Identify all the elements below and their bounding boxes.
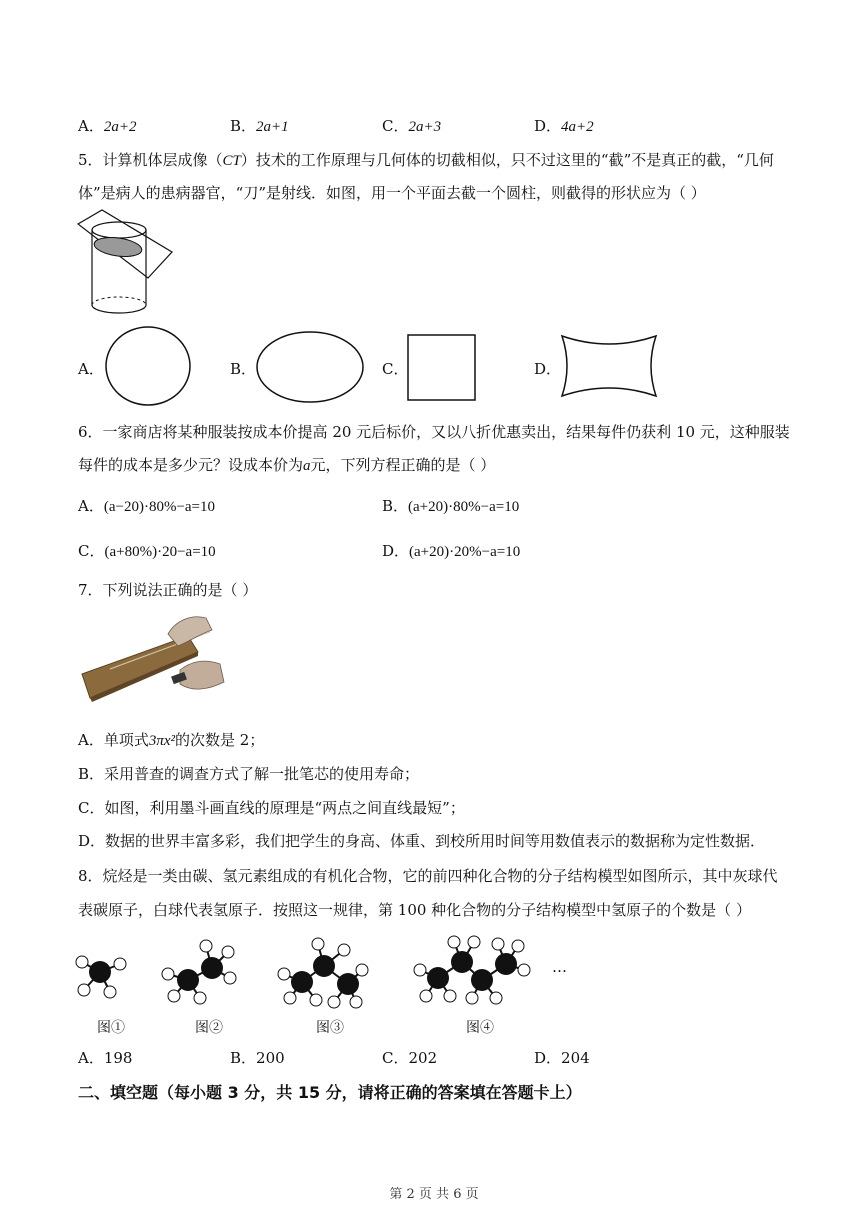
q5-stem-line2: 体”是病人的患病器官，“刀”是射线．如图，用一个平面去截一个圆柱，则截得的形状应为（ ）	[78, 184, 706, 202]
q7-text: 的次数是 2；	[175, 731, 265, 749]
q4-option-c	[382, 115, 441, 136]
option-letter: C．	[382, 117, 409, 135]
option-expr: (a+20)·80%−a=10	[408, 499, 520, 515]
option-letter: D．	[382, 542, 410, 560]
option-expr: 2a+1	[256, 119, 289, 135]
figure-label-4: 图④	[466, 1020, 494, 1036]
ellipse-shape	[255, 330, 365, 406]
q8-option-c: C．202	[382, 1049, 438, 1067]
q8-option-d: D．204	[534, 1049, 590, 1067]
option-expr: (a+20)·20%−a=10	[409, 544, 521, 560]
q8-stem-line2: 表碳原子，白球代表氢原子．按照这一规律，第 100 种化合物的分子结构模型中氢原子的个数是（ ）	[78, 901, 751, 919]
q5-option-c-label: C．	[382, 360, 409, 378]
q8-stem-line1: 8．烷烃是一类由碳、氢元素组成的有机化合物，它的前四种化合物的分子结构模型如图所示，其中灰球代	[78, 867, 778, 885]
cylinder-plane-figure	[78, 210, 178, 320]
q5-text: 5．计算机体层成像（	[78, 151, 223, 169]
q7-math: 3πx²	[148, 733, 176, 749]
option-expr: 2a+2	[103, 119, 137, 135]
option-expr: 2a+3	[408, 119, 442, 135]
option-letter: C．	[78, 542, 105, 560]
molecule-ellipsis: …	[552, 958, 567, 976]
q7-option-a	[78, 729, 264, 750]
option-expr: (a+80%)·20−a=10	[104, 544, 216, 560]
q7-option-c: C．如图，利用墨斗画直线的原理是“两点之间直线最短”；	[78, 799, 465, 817]
option-expr: 4a+2	[561, 119, 594, 135]
option-letter: D．	[534, 117, 562, 135]
q5-option-b-label: B．	[230, 360, 257, 378]
option-expr: (a−20)·80%−a=10	[103, 499, 216, 515]
q6-option-b	[382, 495, 519, 516]
q4-option-d	[534, 115, 594, 136]
option-letter: A．	[78, 497, 104, 515]
q6-var: a	[303, 458, 311, 474]
molecule-3	[278, 938, 368, 1008]
circle-shape	[105, 326, 193, 406]
q6-text: 每件的成本是多少元？设成本价为	[78, 456, 304, 474]
q5-text: ）技术的工作原理与几何体的切截相似，只不过这里的“截”不是真正的截，“几何	[240, 151, 774, 169]
q5-option-d-label: D．	[534, 360, 562, 378]
option-letter: A．	[78, 117, 104, 135]
option-letter: B．	[230, 117, 257, 135]
figure-label-3: 图③	[316, 1020, 344, 1036]
q5-ct: CT	[222, 153, 241, 169]
q6-stem-line2	[78, 454, 495, 475]
q8-option-b: B．200	[230, 1049, 285, 1067]
q5-option-a-label: A．	[78, 360, 104, 378]
section2-heading: 二、填空题（每小题 3 分，共 15 分，请将正确的答案填在答题卡上）	[78, 1083, 582, 1102]
page-number: 第 2 页 共 6 页	[389, 1187, 479, 1202]
option-letter: B．	[382, 497, 409, 515]
q8-option-a: A．198	[78, 1049, 133, 1067]
figure-label-1: 图①	[97, 1020, 125, 1036]
q6-option-d	[382, 540, 520, 561]
q7-option-b: B．采用普查的调查方式了解一批笔芯的使用寿命；	[78, 765, 420, 783]
q4-option-a	[78, 115, 136, 136]
figure-label-2: 图②	[195, 1020, 223, 1036]
square-shape	[407, 334, 477, 402]
barrel-shape	[558, 332, 660, 398]
q7-option-d: D．数据的世界丰富多彩，我们把学生的身高、体重、到校所用时间等用数值表示的数据称为定性数据．	[78, 832, 766, 850]
q7-text: A．单项式	[78, 731, 149, 749]
q5-stem-line1	[78, 149, 774, 170]
q6-option-c	[78, 540, 216, 561]
molecule-models	[70, 930, 590, 1010]
molecule-1	[76, 956, 126, 998]
q7-stem: 7．下列说法正确的是（ ）	[78, 581, 258, 599]
q6-text: 元，下列方程正确的是（ ）	[310, 456, 496, 474]
molecule-2	[162, 940, 236, 1004]
q6-option-a	[78, 495, 215, 516]
molecule-4	[414, 936, 530, 1004]
ink-line-photo	[80, 612, 230, 702]
q6-stem-line1: 6．一家商店将某种服装按成本价提高 20 元后标价，又以八折优惠卖出，结果每件仍获利 10 元，这种服装	[78, 423, 790, 441]
q4-option-b	[230, 115, 289, 136]
